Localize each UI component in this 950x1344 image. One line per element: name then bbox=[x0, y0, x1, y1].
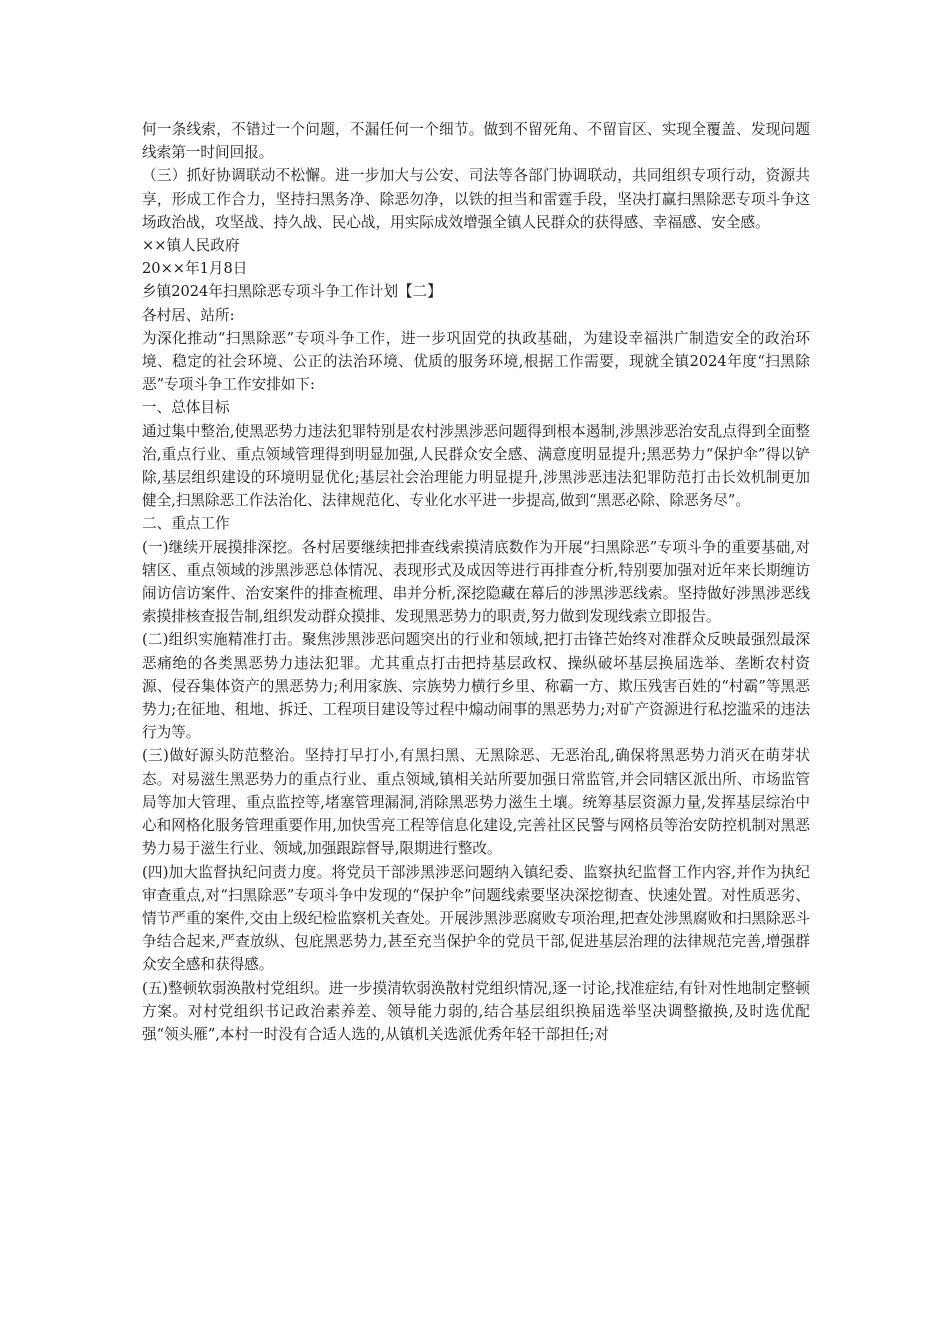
signature-government: ××镇人民政府 bbox=[142, 237, 240, 255]
paragraph-key-work-2: (二)组织实施精准打击。聚焦涉黑涉恶问题突出的行业和领域,把打击锋芒始终对准群众反映最强烈最深恶痛绝的各类黑恶势力违法犯罪。尤其重点打击把持基层政权、操纵破坏基层换届选举、垄断农村资源、侵吞集体资产的黑恶势力;利用家族、宗族势力横行乡里、称霸一方、欺压残害百姓的“村霸”等黑恶势力;在征地、租地、拆迁、工程项目建设等过程中煽动闹事的黑恶势力;对矿产资源进行私挖滥采的违法行为等。 bbox=[142, 631, 810, 742]
paragraph-continuation: 何一条线索，不错过一个问题，不漏任何一个细节。做到不留死角、不留盲区、实现全覆盖、发现问题线索第一时间回报。 bbox=[142, 121, 810, 162]
document-body bbox=[142, 118, 810, 1046]
paragraph-key-work-3: (三)做好源头防范整治。坚持打早打小,有黑扫黑、无黑除恶、无恶治乱,确保将黑恶势力消灭在萌芽状态。对易滋生黑恶势力的重点行业、重点领域,镇相关站所要加强日常监管,并会同辖区派出所、市场监管局等加大管理、重点监控等,堵塞管理漏洞,消除黑恶势力滋生土壤。统筹基层资源力量,发挥基层综治中心和网格化服务管理重要作用,加快雪亮工程等信息化建设,完善社区民警与网格员等治安防控机制对黑恶势力易于滋生行业、领域,加强跟踪督导,限期进行整改。 bbox=[142, 747, 810, 858]
paragraph-key-work-1: (一)继续开展摸排深挖。各村居要继续把排查线索摸清底数作为开展“扫黑除恶”专项斗争的重要基础,对辖区、重点领域的涉黑涉恶总体情况、表现形式及成因等进行再排查分析,特别要加强对近年来长期缠访闹访信访案件、治安案件的排查梳理、串并分析,深挖隐藏在幕后的涉黑涉恶线索。坚持做好涉黑涉恶线索摸排核查报告制,组织发动群众摸排、发现黑恶势力的职责,努力做到发现线索立即报告。 bbox=[142, 538, 810, 626]
paragraph-section-3-coordination: （三）抓好协调联动不松懈。进一步加大与公安、司法等各部门协调联动，共同组织专项行动，资源共享，形成工作合力，坚持扫黑务净、除恶勿净，以铁的担当和雷霆手段，坚决打赢扫黑除恶专项斗争这场政治战，攻坚战、持久战、民心战，用实际成效增强全镇人民群众的获得感、幸福感、安全感。 bbox=[142, 167, 810, 231]
heading-overall-goal: 一、总体目标 bbox=[142, 399, 230, 417]
heading-key-work: 二、重点工作 bbox=[142, 515, 230, 533]
signature-date: 20××年1月8日 bbox=[142, 260, 248, 278]
paragraph-key-work-4: (四)加大监督执纪问责力度。将党员干部涉黑涉恶问题纳入镇纪委、监察执纪监督工作内容,并作为执纪审查重点,对“扫黑除恶”专项斗争中发现的“保护伞”问题线索要坚决深挖彻查、快速处置。对性质恶劣、情节严重的案件,交由上级纪检监察机关查处。开展涉黑涉恶腐败专项治理,把查处涉黑腐败和扫黑除恶斗争结合起来,严查放纵、包庇黑恶势力,甚至充当保护伞的党员干部,促进基层治理的法律规范完善,增强群众安全感和获得感。 bbox=[142, 863, 810, 974]
salutation: 各村居、站所: bbox=[142, 306, 235, 324]
paragraph-key-work-5: (五)整顿软弱涣散村党组织。进一步摸清软弱涣散村党组织情况,逐一讨论,找准症结,有针对性地制定整顿方案。对村党组织书记政治素养差、领导能力弱的,结合基层组织换届选举坚决调整撤换,及时选优配强“领头雁”,本村一时没有合适人选的,从镇机关选派优秀年轻干部担任;对 bbox=[142, 979, 810, 1043]
document-title: 乡镇2024年扫黑除恶专项斗争工作计划【二】 bbox=[142, 283, 442, 301]
paragraph-intro: 为深化推动“扫黑除恶”专项斗争工作，进一步巩固党的执政基础，为建设幸福洪广制造安全的政治环境、稳定的社会环境、公正的法治环境、优质的服务环境,根据工作需要，现就全镇2024年度“扫黑除恶”专项斗争工作安排如下: bbox=[142, 329, 810, 394]
paragraph-overall-goal: 通过集中整治,使黑恶势力违法犯罪特别是农村涉黑涉恶问题得到根本遏制,涉黑涉恶治安乱点得到全面整治,重点行业、重点领域管理得到明显加强,人民群众安全感、满意度明显提升;黑恶势力“保护伞”得以铲除,基层组织建设的环境明显优化;基层社会治理能力明显提升,涉黑涉恶违法犯罪防范打击长效机制更加健全,扫黑除恶工作法治化、法律规范化、专业化水平进一步提高,做到“黑恶必除、除恶务尽”。 bbox=[142, 422, 810, 510]
